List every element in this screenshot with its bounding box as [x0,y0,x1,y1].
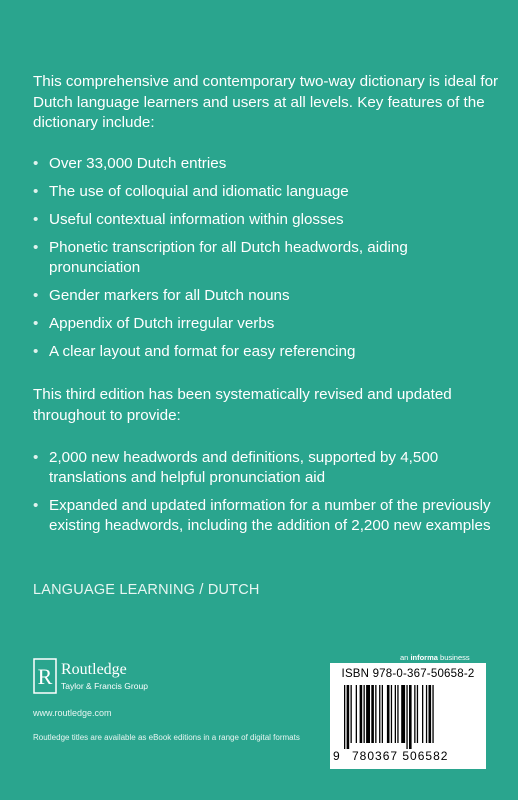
list-item: • 2,000 new headwords and definitions, supported by 4,500 translations and helpful pronunciation aid [33,448,503,488]
informa-prefix: an [400,653,409,662]
informa-suffix: business [440,653,470,662]
barcode-bar [432,685,433,743]
intro-paragraph: This comprehensive and contemporary two-way dictionary is ideal for Dutch language learners and users at all levels. Key features of the dictionary include: [33,73,499,131]
list-item: • Over 33,000 Dutch entries [33,154,503,174]
barcode-bar [429,685,432,743]
barcode-bar [414,685,415,743]
list-item: • Appendix of Dutch irregular verbs [33,314,503,334]
updates-list [33,448,503,544]
barcode-bar [347,685,350,749]
barcode-bar [395,685,396,743]
barcode-bar [426,685,427,743]
barcode-bar [417,685,418,743]
list-item: • Phonetic transcription for all Dutch headwords, aiding pronunciation [33,238,503,278]
barcode-bar [422,685,423,743]
list-item: • Useful contextual information within glosses [33,210,503,230]
publisher-website[interactable]: www.routledge.com [33,708,112,718]
barcode-bar [409,685,412,749]
publisher-logo [33,658,173,694]
list-item: • A clear layout and format for easy referencing [33,342,503,362]
barcode-first-digit: 9 [333,749,340,763]
barcode-bar [382,685,383,743]
svg-text:R: R [37,664,53,689]
barcode-icon [344,685,472,749]
third-edition-paragraph: This third edition has been systematically revised and updated throughout to provide: [33,386,452,424]
barcode-bar [366,685,370,743]
barcode-bar [397,685,398,743]
routledge-logo-icon [33,658,57,694]
subject-category: LANGUAGE LEARNING / DUTCH [33,582,260,598]
list-item: • Expanded and updated information for a number of the previously existing headwords, including the addition of 2,200 new examples [33,496,503,536]
informa-brand: informa [410,653,438,662]
barcode-bar [406,685,407,749]
barcode-bar [344,685,345,749]
barcode-panel [330,663,486,769]
informa-tagline [400,653,470,662]
barcode-bar [375,685,376,743]
barcode-bar [351,685,352,743]
barcode-bar [371,685,374,743]
barcode-bar [387,685,390,743]
list-item: • Gender markers for all Dutch nouns [33,286,503,306]
barcode-bar [364,685,365,743]
barcode-bar [360,685,363,743]
list-item: • The use of colloquial and idiomatic language [33,182,503,202]
publisher-name: Routledge [61,661,127,678]
features-list [33,154,503,370]
barcode-bar [401,685,405,743]
publisher-group: Taylor & Francis Group [61,681,148,691]
isbn-label: ISBN 978-0-367-50658-2 [341,668,475,680]
barcode-digits: 780367 506582 [352,749,449,763]
barcode-bar [391,685,392,743]
barcode-bar [356,685,357,743]
barcode-bar [379,685,380,743]
ebook-note: Routledge titles are available as eBook editions in a range of digital formats [33,733,300,742]
